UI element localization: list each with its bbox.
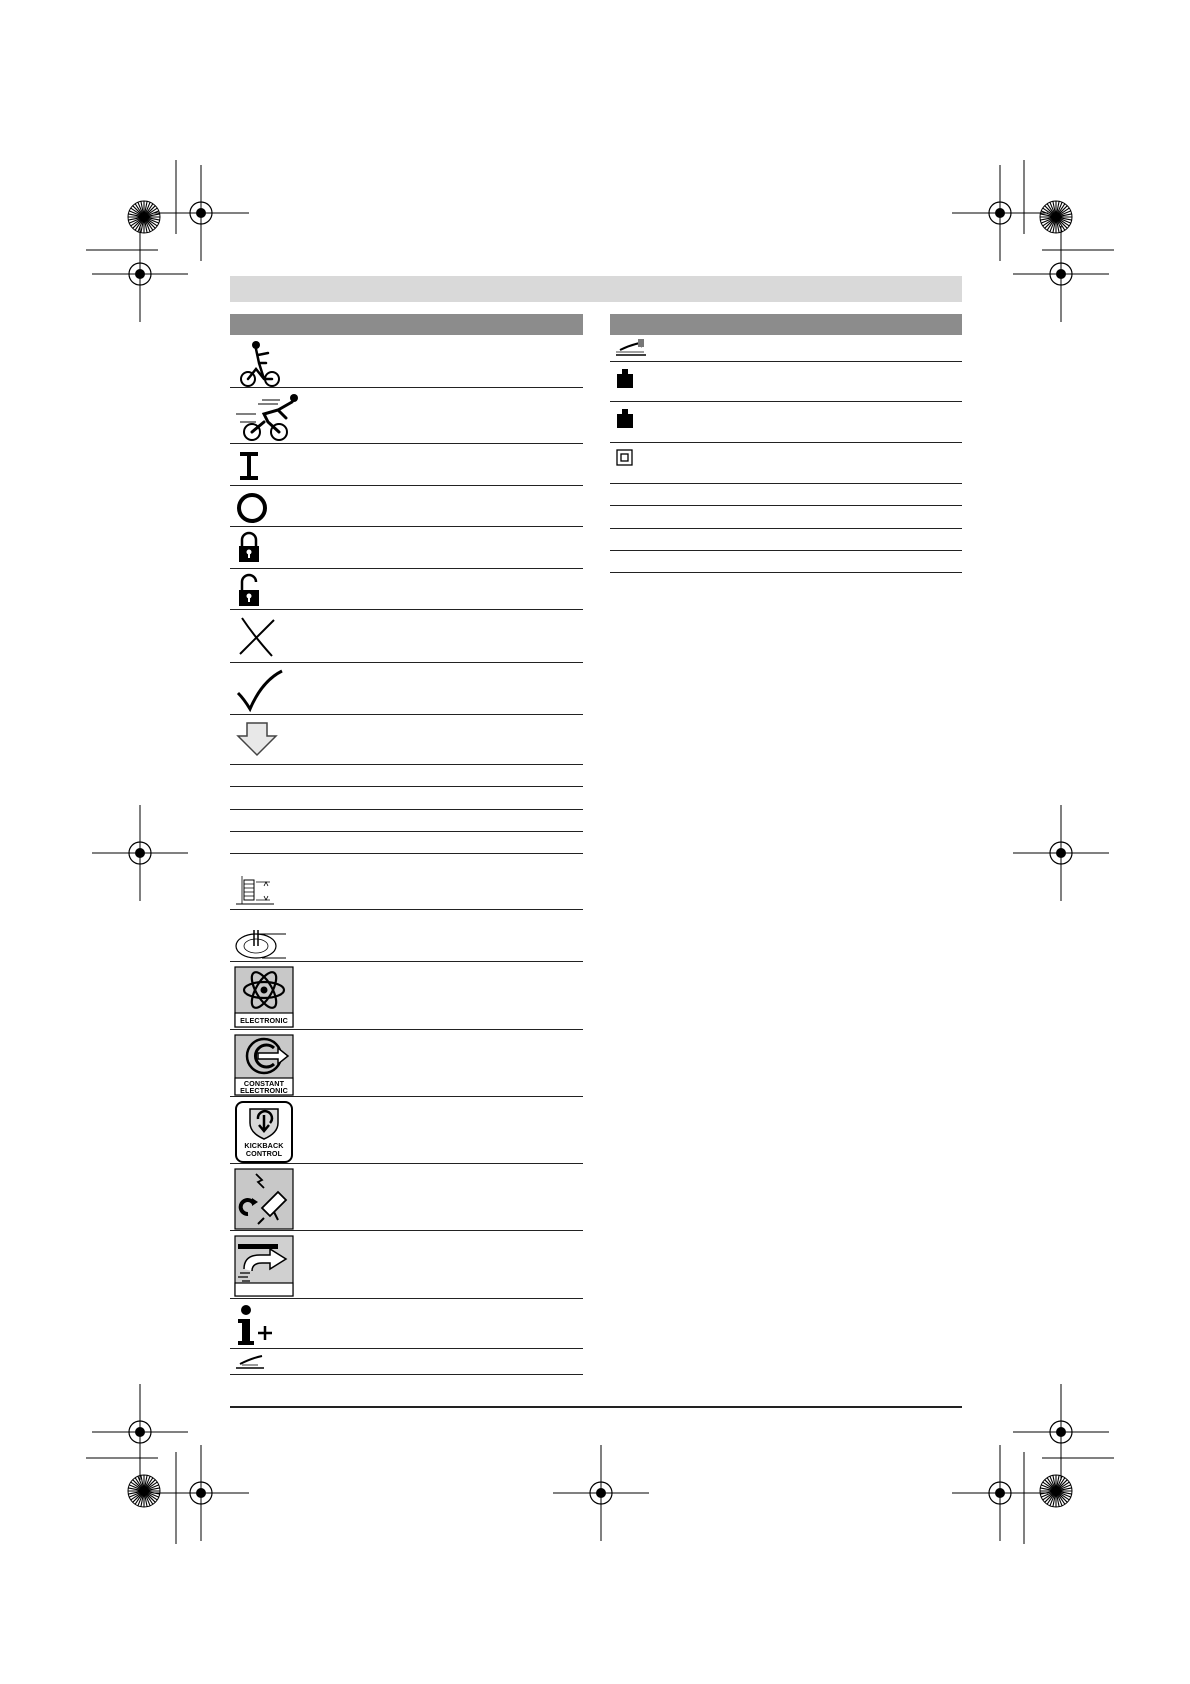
restart-protection-icon <box>234 1168 294 1230</box>
cyclist-icon <box>234 339 284 387</box>
weight-icon <box>614 366 636 392</box>
table-row <box>230 832 583 854</box>
lock-open-icon <box>234 573 264 609</box>
badge-label: CONTROL <box>245 1149 283 1158</box>
table-row <box>230 388 583 444</box>
constant-electronic-badge-icon <box>234 1034 294 1096</box>
table-row <box>610 506 962 529</box>
electronic-badge-icon <box>234 966 294 1028</box>
table-row <box>610 551 962 573</box>
bevel-angle-icon <box>234 1352 268 1372</box>
table-row <box>230 1231 583 1299</box>
table-row <box>230 1299 583 1349</box>
lock-closed-icon <box>234 531 264 565</box>
switch-on-icon <box>234 448 264 482</box>
table-row <box>230 810 583 832</box>
table-row <box>610 402 962 443</box>
table-row <box>610 484 962 506</box>
table-row <box>230 335 583 388</box>
table-row <box>230 444 583 486</box>
table-row <box>610 443 962 484</box>
accessories-info-icon <box>234 1303 278 1347</box>
table-row <box>230 527 583 569</box>
table-row <box>610 362 962 402</box>
kickback-control-badge-icon <box>234 1101 294 1163</box>
table-row <box>230 1164 583 1231</box>
table-row <box>230 663 583 715</box>
dust-extraction-icon <box>234 1235 294 1297</box>
symbols-table-left <box>230 314 583 1375</box>
table-row <box>230 765 583 787</box>
badge-label: ELECTRONIC <box>240 1086 288 1095</box>
planing-depth-icon <box>614 337 648 359</box>
page-header-bar <box>230 276 962 302</box>
table-row <box>230 1030 583 1097</box>
fast-cyclist-icon <box>234 392 304 442</box>
table-row <box>230 486 583 527</box>
table-row <box>230 910 583 962</box>
symbols-table-right <box>610 314 962 573</box>
badge-label: CONSTANT <box>243 1079 285 1088</box>
table-row <box>230 610 583 663</box>
table-header <box>610 314 962 335</box>
badge-label: KICKBACK <box>244 1141 284 1150</box>
switch-off-icon <box>234 490 270 526</box>
badge-label: ELECTRONIC <box>240 1016 288 1025</box>
protection-class-icon <box>614 447 636 469</box>
cross-icon <box>234 614 278 658</box>
table-row <box>230 1349 583 1375</box>
check-icon <box>234 667 286 713</box>
table-row <box>230 569 583 610</box>
table-row <box>230 962 583 1030</box>
table-row <box>610 529 962 551</box>
table-row <box>230 1097 583 1164</box>
cutting-depth-icon <box>234 874 276 908</box>
table-row <box>230 854 583 910</box>
disc-diameter-icon <box>234 928 288 962</box>
down-arrow-icon <box>234 719 280 759</box>
table-row <box>230 715 583 765</box>
table-header <box>230 314 583 335</box>
weight-icon <box>614 406 636 432</box>
table-row <box>610 335 962 362</box>
footer-divider <box>230 1406 962 1408</box>
table-row <box>230 787 583 810</box>
